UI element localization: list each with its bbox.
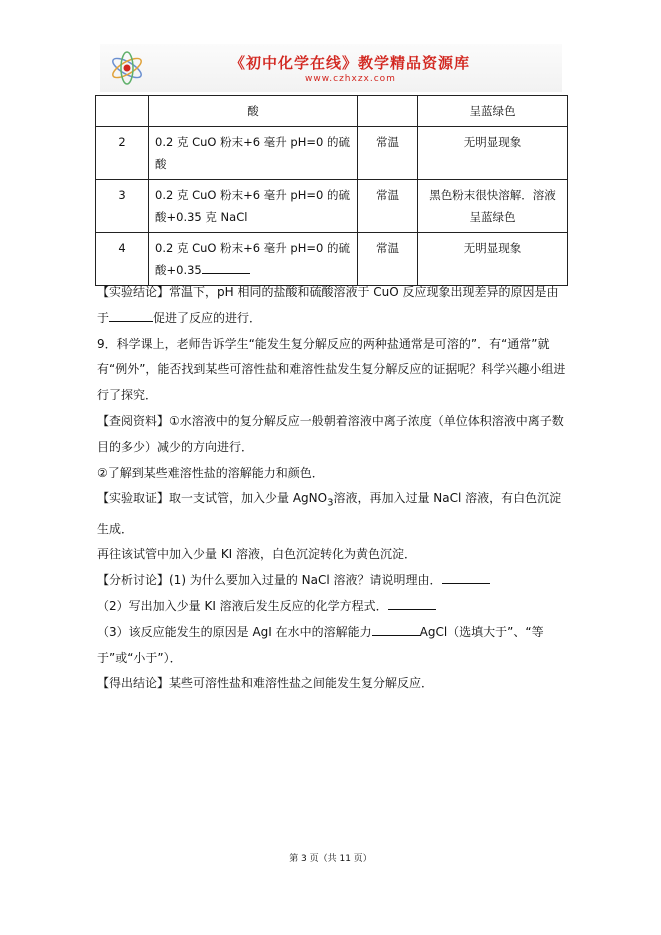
analysis-3-text-a: （3）该反应能发生的原因是 AgI 在水中的溶解能力 [97,624,372,639]
material-text: 0.2 克 CuO 粉末+6 毫升 pH=0 的硫酸+0.35 [155,241,350,277]
table-row [96,96,568,127]
table-cell-material: 0.2 克 CuO 粉末+6 毫升 pH=0 的硫酸 [149,127,358,180]
evidence-text-b: 溶液，再加入过量 NaCl 溶液，有白色沉淀生成． [97,491,562,536]
table-cell-temp: 常温 [358,127,418,180]
analysis-3-text-b: AgCl（选填大于”、“等于”或“小于”）． [97,624,544,665]
experiment-conclusion [97,280,567,332]
table-row [96,233,568,286]
table-cell-num: 2 [96,127,149,180]
analysis-2 [97,594,567,620]
page-footer: 第 3 页（共 11 页） [289,854,372,864]
analysis-3 [97,620,567,672]
table-row [96,127,568,180]
answer-blank[interactable] [202,261,250,274]
answer-blank[interactable] [109,309,153,322]
page-header [100,44,562,92]
site-title: 《初中化学在线》教学精品资源库 [230,54,471,72]
experiment-table [95,95,568,286]
table-cell-material [149,233,358,286]
question-content [97,280,567,697]
research-1: 【查阅资料】①水溶液中的复分解反应一般朝着溶液中离子浓度（单位体积溶液中离子数目的多少）减少的方向进行． [97,413,564,454]
table-cell-temp [358,96,418,127]
evidence-text-a: 【实验取证】取一支试管，加入少量 AgNO [97,491,328,506]
table-cell-result: 无明显现象 [418,233,568,286]
research-2: ②了解到某些难溶性盐的溶解能力和颜色． [97,465,324,480]
table-cell-num: 4 [96,233,149,286]
answer-blank[interactable] [372,623,420,636]
conclusion-text-a: 【实验结论】常温下，pH 相同的盐酸和硫酸溶液于 CuO 反应现象出现差异的原因是由于 [97,285,559,325]
table-cell-material: 0.2 克 CuO 粉末+6 毫升 pH=0 的硫酸+0.35 克 NaCl [149,180,358,233]
subscript-3: 3 [327,497,334,509]
final-conclusion: 【得出结论】某些可溶性盐和难溶性盐之间能发生复分解反应． [97,676,434,691]
atom-logo-icon [108,48,146,88]
table-cell-num: 3 [96,180,149,233]
table-cell-result: 呈蓝绿色 [418,96,568,127]
table-cell-temp: 常温 [358,233,418,286]
table-cell-temp: 常温 [358,180,418,233]
analysis-2-text: （2）写出加入少量 KI 溶液后发生反应的化学方程式． [97,598,388,613]
table-cell-result: 黑色粉末很快溶解．溶液呈蓝绿色 [418,180,568,233]
experiment-evidence-2: 再往该试管中加入少量 KI 溶液，白色沉淀转化为黄色沉淀． [97,547,417,562]
conclusion-text-b: 促进了反应的进行． [153,310,262,325]
question-9-intro: 9．科学课上，老师告诉学生“能发生复分解反应的两种盐通常是可溶的”．有“通常”就有“例外”，能否找到某些可溶性盐和难溶性盐发生复分解反应的证据呢？科学兴趣小组进行了探究． [97,336,566,403]
site-url: www.czhxzx.com [305,74,396,84]
answer-blank[interactable] [442,571,490,584]
table-cell-num [96,96,149,127]
analysis-1 [97,568,567,594]
table-cell-result: 无明显现象 [418,127,568,180]
experiment-evidence [97,486,567,542]
table-cell-material: 酸 [149,96,358,127]
answer-blank[interactable] [388,597,436,610]
table-row [96,180,568,233]
analysis-1-text: 【分析讨论】(1) 为什么要加入过量的 NaCl 溶液？请说明理由． [97,573,442,588]
